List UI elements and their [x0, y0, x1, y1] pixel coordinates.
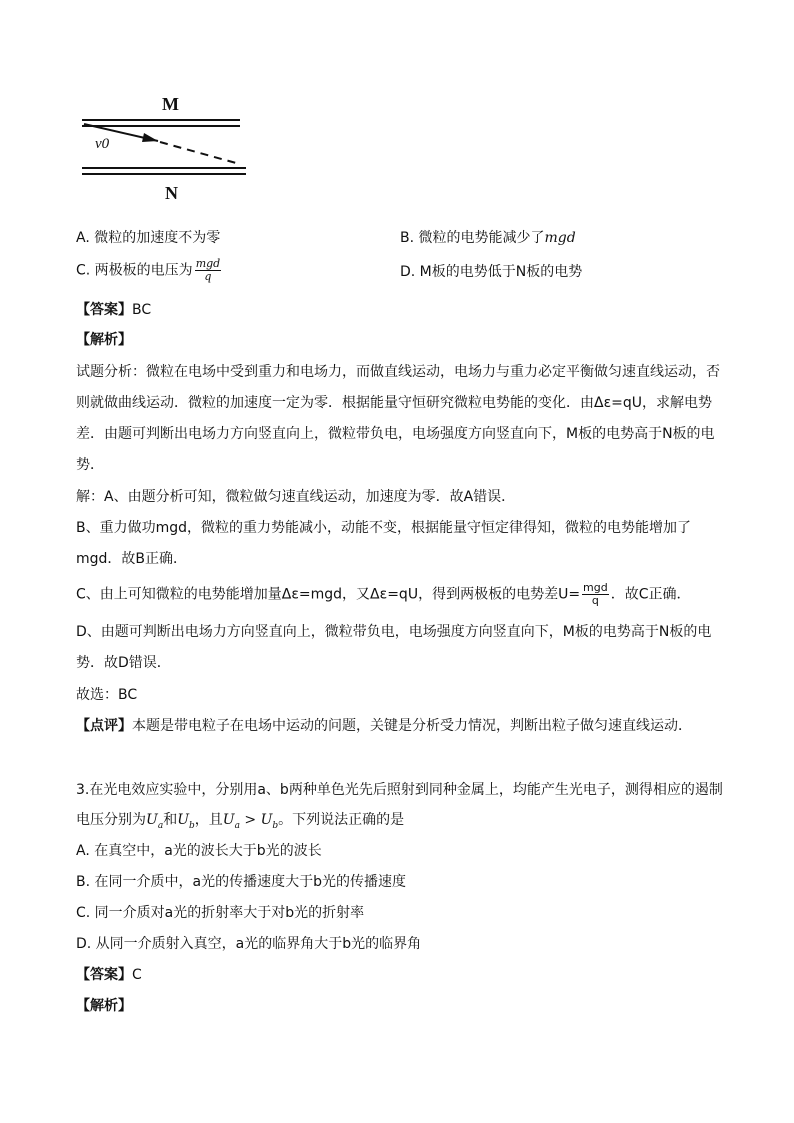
- q2-analysis-label: 【解析】: [76, 332, 132, 348]
- q3-and: 和: [163, 812, 178, 828]
- q3-analysis-label: 【解析】: [76, 998, 132, 1014]
- velocity-arrowhead: [142, 133, 158, 142]
- q3-option-a: A. 在真空中，a光的波长大于b光的波长: [76, 843, 322, 859]
- plate-m: [82, 120, 240, 126]
- q2-option-c: [76, 258, 223, 283]
- label-n: N: [165, 183, 178, 200]
- q3-ua-subscript: a: [157, 820, 164, 831]
- q2-solution-c-numerator: mgd: [583, 581, 608, 594]
- plate-n: [82, 168, 246, 174]
- q3-ua: [146, 812, 164, 831]
- capacitor-figure: [0, 0, 794, 200]
- q2-option-b-math: mgd: [544, 230, 576, 246]
- q3-ub-subscript: b: [189, 820, 195, 831]
- q2-comment: [76, 716, 692, 736]
- q2-solution-c-suffix: ．故C正确．: [610, 586, 691, 603]
- q2-solution-c-text: C、由上可知微粒的电势能增加量Δε=mgd，又Δε=qU，得到两极板的电势差U=: [76, 586, 581, 603]
- q2-option-b: [400, 228, 576, 248]
- q3-stem-line-2: [76, 810, 404, 836]
- q3-answer: [76, 965, 142, 985]
- q2-option-a: A. 微粒的加速度不为零: [76, 230, 221, 246]
- q2-solution-c-denominator: q: [591, 594, 599, 607]
- q2-comment-label: 【点评】: [76, 718, 132, 734]
- label-m: M: [162, 94, 179, 114]
- q2-analysis-line-3: 差．由题可判断出电场力方向竖直向上，微粒带负电，电场强度方向竖直向下，M板的电势高于N板的电: [76, 426, 715, 442]
- q2-solution-c-fraction: [582, 582, 609, 607]
- trajectory-dashed: [160, 142, 236, 163]
- q2-solution-c: [76, 582, 691, 607]
- q2-answer-value: BC: [132, 302, 152, 318]
- q3-stem-line-1: 3.在光电效应实验中，分别用a、b两种单色光先后照射到同种金属上，均能产生光电子，测得相应的遏制: [76, 782, 723, 798]
- q2-option-c-text: C. 两极板的电压为: [76, 262, 193, 279]
- q2-solution-d-line-2: 势．故D错误．: [76, 655, 171, 671]
- q3-stem-text-b: ，且: [194, 812, 223, 828]
- q2-solution-b-line-1: B、重力做功mgd，微粒的重力势能减小，动能不变，根据能量守恒定律得知，微粒的电势能增加了: [76, 520, 692, 536]
- q3-ub: [177, 812, 195, 831]
- q2-option-b-text: B. 微粒的电势能减少了: [400, 230, 545, 246]
- q3-stem-text-a: 电压分别为: [76, 812, 146, 828]
- q3-cmp-ub-sub: b: [272, 820, 279, 831]
- q3-stem-text-c: 。下列说法正确的是: [278, 812, 405, 828]
- q3-option-d: D. 从同一介质射入真空，a光的临界角大于b光的临界角: [76, 936, 422, 952]
- q2-solution-a: 解：A、由题分析可知，微粒做匀速直线运动，加速度为零．故A错误．: [76, 489, 516, 505]
- q2-analysis-line-1: 试题分析：微粒在电场中受到重力和电场力，而做直线运动，电场力与重力必定平衡做匀速直线运动，否: [76, 364, 720, 380]
- q2-option-d: D. M板的电势低于N板的电势: [400, 264, 583, 280]
- q3-answer-value: C: [132, 967, 142, 983]
- q2-answer: [76, 300, 151, 320]
- q3-option-c: C. 同一介质对a光的折射率大于对b光的折射率: [76, 905, 365, 921]
- q3-cmp-ua: U: [222, 812, 235, 828]
- q2-solution-d-line-1: D、由题可判断出电场力方向竖直向上，微粒带负电，电场强度方向竖直向下，M板的电势高于N板的电: [76, 624, 712, 640]
- q2-option-c-denominator: q: [204, 270, 212, 283]
- q3-cmp-ub: U: [260, 812, 273, 828]
- q3-cmp-ua-sub: a: [234, 820, 240, 831]
- q3-cmp-operator: >: [239, 812, 261, 828]
- q3-ub-symbol: U: [177, 812, 189, 828]
- q2-option-c-numerator: mgd: [195, 257, 221, 270]
- label-v0: v0: [95, 136, 110, 152]
- q2-choice: 故选：BC: [76, 687, 138, 703]
- q3-answer-label: 【答案】: [76, 967, 132, 983]
- q2-comment-text: 本题是带电粒子在电场中运动的问题，关键是分析受力情况，判断出粒子做匀速直线运动．: [132, 718, 692, 734]
- q3-option-b: B. 在同一介质中，a光的传播速度大于b光的传播速度: [76, 874, 406, 890]
- q2-option-c-fraction: [195, 258, 222, 283]
- q3-ua-symbol: U: [146, 812, 158, 828]
- q3-comparison: [222, 812, 279, 831]
- q2-analysis-line-2: 则就做曲线运动．微粒的加速度一定为零．根据能量守恒研究微粒电势能的变化．由Δε=qU，求解电势: [76, 395, 713, 411]
- q2-analysis-line-4: 势．: [76, 457, 104, 473]
- q2-answer-label: 【答案】: [76, 302, 132, 318]
- q2-solution-b-line-2: mgd．故B正确．: [76, 551, 188, 567]
